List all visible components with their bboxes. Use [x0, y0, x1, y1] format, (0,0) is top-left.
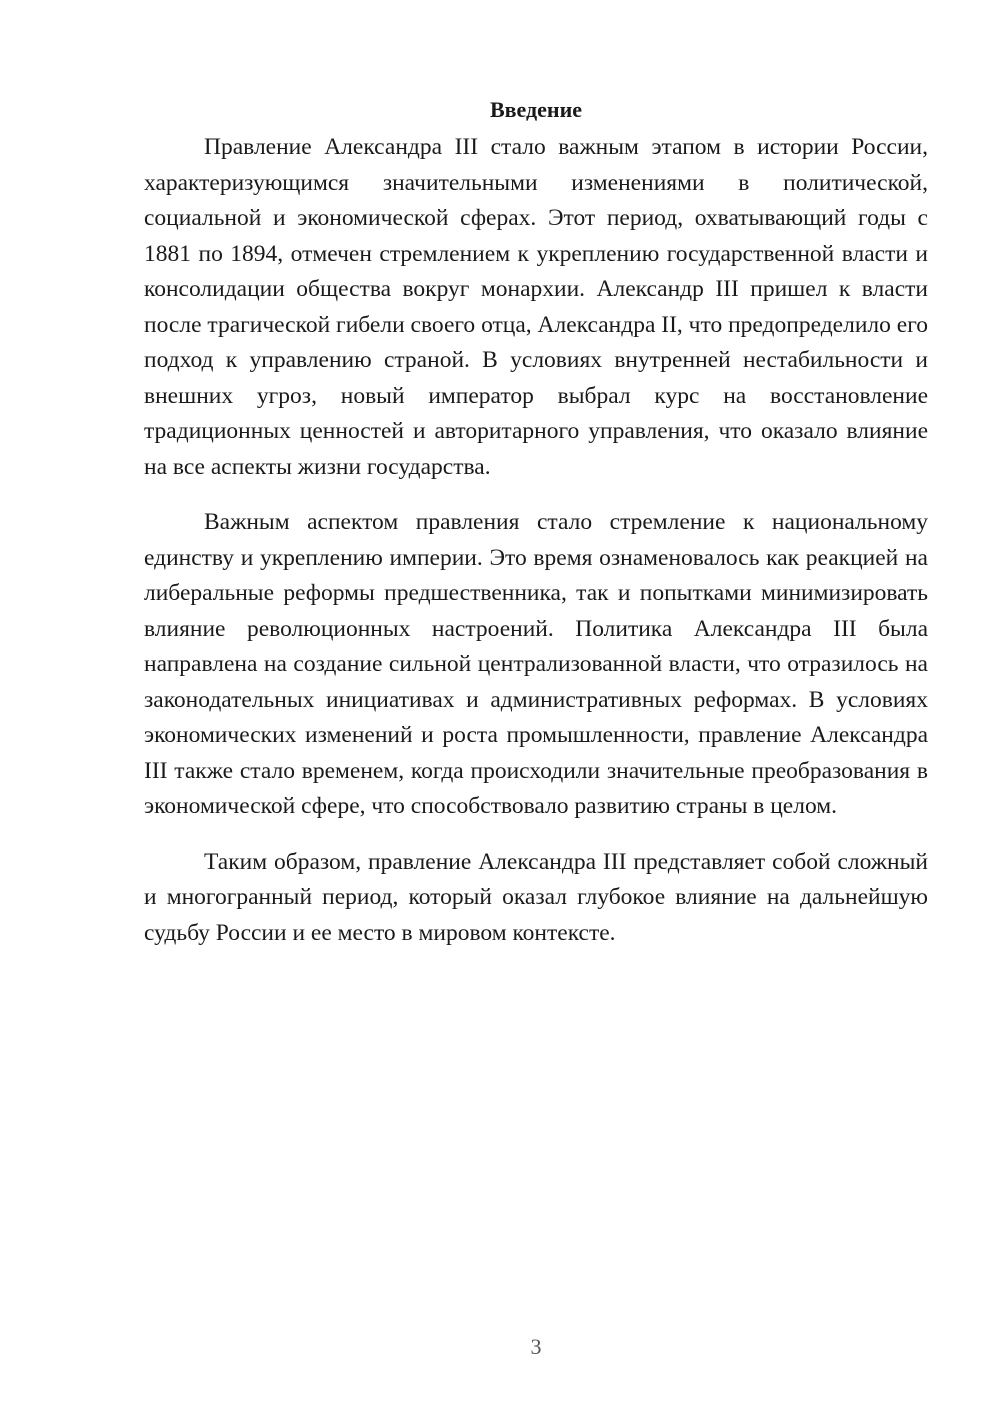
paragraph-1: Правление Александра III стало важным этапом в истории России, характеризующимся значительными изменениями в политической, социальной и экономической сферах. Этот период, охватывающий годы с 1881 по 1894, отмечен стремлением к укреплению государственной власти и консолидации общества вокруг монархии. Александр III пришел к власти после трагической гибели своего отца, Александра II, что предопределило его подход к управлению страной. В условиях внутренней нестабильности и внешних угроз, новый император выбрал курс на восстановление традиционных ценностей и авторитарного управления, что оказало влияние на все аспекты жизни государства.: [144, 134, 928, 480]
section-heading: Введение: [489, 97, 583, 122]
paragraph-2: Важным аспектом правления стало стремление к национальному единству и укреплению империи. Это время ознаменовалось как реакцией на либеральные реформы предшественника, так и попытками минимизировать влияние революционных настроений. Политика Александра III была направлена на создание сильной централизованной власти, что отразилось на законодательных инициативах и административных реформах. В условиях экономических изменений и роста промышленности, правление Александра III также стало временем, когда происходили значительные преобразования в экономической сфере, что способствовало развитию страны в целом.: [144, 509, 928, 819]
page-content: [144, 92, 928, 971]
page-number: 3: [530, 1334, 542, 1359]
paragraph-3: Таким образом, правление Александра III представляет собой сложный и многогранный период, который оказал глубокое влияние на дальнейшую судьбу России и ее место в мировом контексте.: [144, 848, 928, 946]
